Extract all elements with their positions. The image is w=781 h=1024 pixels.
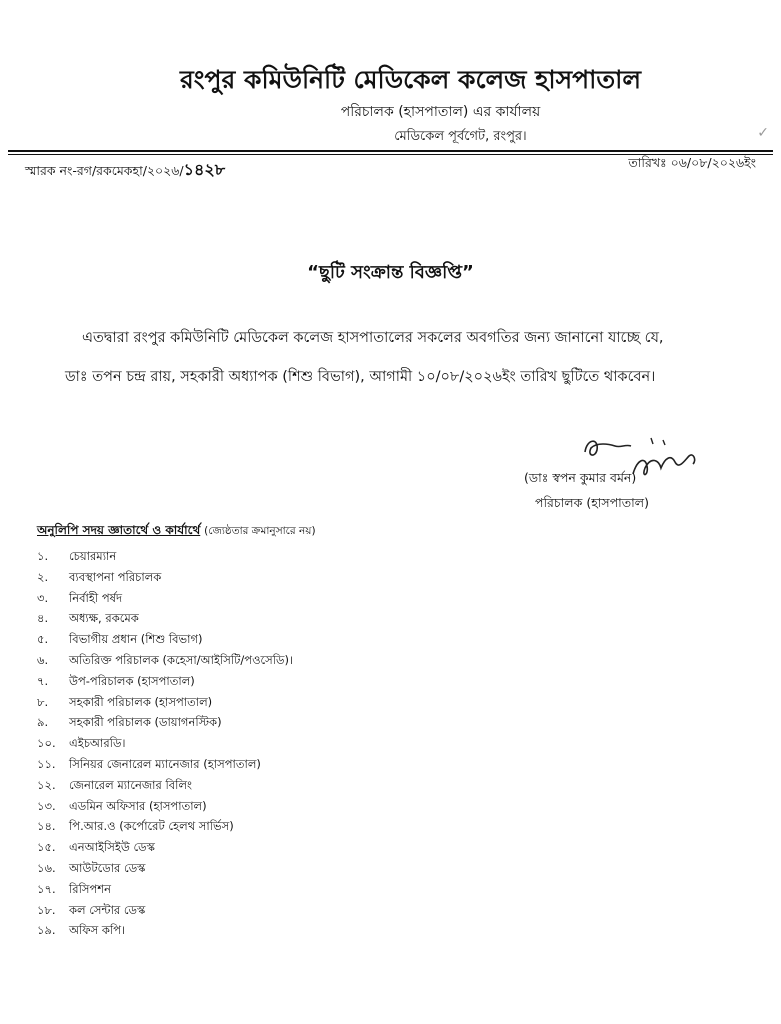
copy-heading xyxy=(37,522,316,542)
list-item-text: অফিস কপি। xyxy=(69,923,126,938)
list-item-number: ১. xyxy=(37,549,49,563)
list-item-number: ১৮. xyxy=(37,902,56,917)
list-item-text: ব্যবস্থাপনা পরিচালক xyxy=(69,569,162,584)
list-item-number: ১৪. xyxy=(37,819,56,834)
list-item xyxy=(37,712,293,733)
memo-prefix: স্মারক নং-রগ/রকমেকহা/২০২৬/ xyxy=(25,163,184,178)
list-item-text: পি.আর.ও (কর্পোরেট হেলথ সার্ভিস) xyxy=(69,819,234,834)
list-item-text: এনআইসিইউ ডেস্ক xyxy=(69,840,155,855)
list-item xyxy=(37,650,293,671)
list-item xyxy=(37,920,293,941)
copy-heading-label: অনুলিপি সদয় জ্ঞাতার্থে ও কার্যার্থে xyxy=(37,523,201,537)
list-item xyxy=(37,567,293,588)
list-item-text: সহকারী পরিচালক (হাসপাতাল) xyxy=(69,694,213,709)
list-item-number: ১১. xyxy=(37,756,56,771)
list-item-text: উপ-পরিচালক (হাসপাতাল) xyxy=(69,673,195,688)
list-item xyxy=(37,775,293,796)
list-item-number: ১৭. xyxy=(37,881,56,896)
list-item-text: কল সেন্টার ডেস্ক xyxy=(69,902,146,917)
list-item xyxy=(37,608,293,629)
notice-title: “ছুটি সংক্রান্ত বিজ্ঞপ্তি” xyxy=(307,262,474,283)
list-item-text: এইচআরডি। xyxy=(69,736,126,751)
list-item-text: এডমিন অফিসার (হাসপাতাল) xyxy=(69,798,207,813)
list-item-text: নির্বাহী পর্ষদ xyxy=(69,590,123,605)
signatory-name: (ডাঃ স্বপন কুমার বর্মন) xyxy=(524,470,637,485)
list-item xyxy=(37,837,293,858)
office-name: পরিচালক (হাসপাতাল) এর কার্যালয় xyxy=(340,104,541,120)
list-item-number: ১৯. xyxy=(37,923,56,938)
memo-date: তারিখঃ ০৬/০৮/২০২৬ইং xyxy=(628,155,756,170)
institution-title: রংপুর কমিউনিটি মেডিকেল কলেজ হাসপাতাল xyxy=(180,65,641,94)
list-item-number: ১৩. xyxy=(37,798,56,813)
copy-heading-note: (জ্যেষ্ঠতার ক্রমানুসারে নয়) xyxy=(204,525,316,537)
office-address: মেডিকেল পূর্বগেট, রংপুর। xyxy=(394,129,527,144)
list-item xyxy=(37,588,293,609)
list-item-number: ৩. xyxy=(37,590,49,605)
list-item-number: ১২. xyxy=(37,777,56,792)
memo-number xyxy=(25,157,225,184)
list-item xyxy=(37,629,293,650)
list-item-number: ৯. xyxy=(37,715,49,730)
list-item-text: সিনিয়র জেনারেল ম্যানেজার (হাসপাতাল) xyxy=(69,756,261,771)
header-divider xyxy=(8,150,773,152)
list-item xyxy=(37,692,293,713)
list-item-text: চেয়ারম্যান xyxy=(69,549,117,563)
list-item-number: ৬. xyxy=(37,652,49,667)
list-item-text: রিসিপশন xyxy=(69,881,111,896)
list-item-number: ৫. xyxy=(37,632,49,647)
list-item-number: ১৫. xyxy=(37,840,56,855)
list-item-text: জেনারেল ম্যানেজার বিলিং xyxy=(69,777,192,792)
copy-recipient-list xyxy=(37,546,293,941)
signatory-title: পরিচালক (হাসপাতাল) xyxy=(535,495,649,510)
list-item-text: সহকারী পরিচালক (ডায়াগনস্টিক) xyxy=(69,715,222,730)
notice-body-line-1: এতদ্বারা রংপুর কমিউনিটি মেডিকেল কলেজ হাসপাতালের সকলের অবগতির জন্য জানানো যাচ্ছে যে, xyxy=(82,330,664,346)
list-item-text: আউটডোর ডেস্ক xyxy=(69,860,146,875)
list-item xyxy=(37,816,293,837)
list-item-text: বিভাগীয় প্রধান (শিশু বিভাগ) xyxy=(69,632,203,647)
check-mark-icon: ✓ xyxy=(757,125,769,141)
list-item-text: অতিরিক্ত পরিচালক (কহেসা/আইসিটি/পওসেডি)। xyxy=(69,652,294,667)
list-item-number: ১৬. xyxy=(37,860,56,875)
list-item xyxy=(37,754,293,775)
list-item xyxy=(37,546,293,567)
list-item xyxy=(37,879,293,900)
list-item-number: ২. xyxy=(37,569,49,584)
notice-body-line-2: ডাঃ তপন চন্দ্র রায়, সহকারী অধ্যাপক (শিশু বিভাগ), আগামী ১০/০৮/২০২৬ইং তারিখ ছুটিতে থাকবেন। xyxy=(65,369,656,385)
list-item xyxy=(37,900,293,921)
list-item-number: ৪. xyxy=(37,611,49,626)
memo-handwritten-number: ১৪২৮ xyxy=(183,160,226,179)
list-item-text: অধ্যক্ষ, রকমেক xyxy=(69,611,139,626)
list-item-number: ১০. xyxy=(37,736,56,751)
list-item xyxy=(37,796,293,817)
list-item-number: ৮. xyxy=(37,694,49,709)
list-item xyxy=(37,733,293,754)
list-item xyxy=(37,671,293,692)
list-item xyxy=(37,858,293,879)
list-item-number: ৭. xyxy=(37,673,49,688)
